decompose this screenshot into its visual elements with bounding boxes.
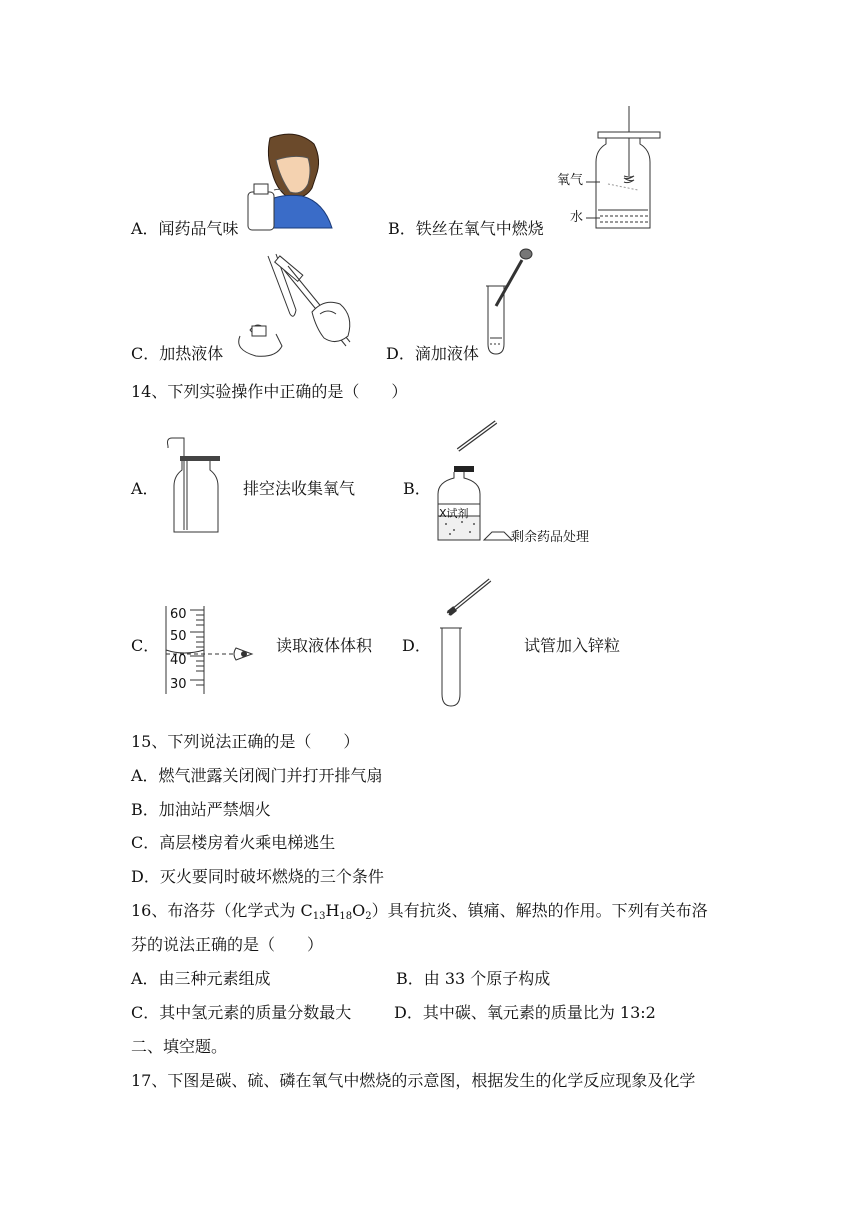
q14-option-b-letter: B． bbox=[403, 479, 431, 498]
q16-sub-h: 18 bbox=[339, 911, 353, 922]
q15-option-a: A．燃气泄露关闭阀门并打开排气扇 bbox=[131, 766, 383, 785]
q16-stem-line1 bbox=[131, 901, 708, 921]
q16-option-d: D．其中碳、氧元素的质量比为 13:2 bbox=[394, 1003, 656, 1022]
dropping-liquid-figure bbox=[482, 248, 542, 358]
q15-option-d: D．灭火要同时破坏燃烧的三个条件 bbox=[131, 867, 384, 886]
q15-option-b: B．加油站严禁烟火 bbox=[131, 800, 271, 819]
leftover-reagent-figure bbox=[432, 420, 522, 546]
q16-stem-line2: 芬的说法正确的是（ ） bbox=[131, 935, 324, 954]
q16-option-b: B．由 33 个原子构成 bbox=[396, 969, 551, 988]
smelling-chemical-figure bbox=[246, 132, 336, 232]
water-label: 水 bbox=[570, 210, 584, 225]
q15-option-c: C．高层楼房着火乘电梯逃生 bbox=[131, 833, 336, 852]
leftover-label: 剩余药品处理 bbox=[511, 530, 590, 545]
q15-stem: 15、下列说法正确的是（ ） bbox=[131, 732, 360, 751]
q14-stem: 14、下列实验操作中正确的是（ ） bbox=[131, 382, 408, 401]
q14-option-d-text: 试管加入锌粒 bbox=[524, 636, 621, 655]
q14-option-a-text: 排空法收集氧气 bbox=[243, 479, 356, 498]
q13-option-a: A．闻药品气味 bbox=[131, 219, 239, 238]
gas-collection-bottle-figure bbox=[160, 436, 230, 536]
q16-option-c: C．其中氢元素的质量分数最大 bbox=[131, 1003, 352, 1022]
q16-sub-o: 2 bbox=[365, 911, 372, 922]
tick-40: 40 bbox=[170, 653, 187, 668]
q14-option-c-letter: C． bbox=[131, 636, 160, 655]
q14-option-c-text: 读取液体体积 bbox=[276, 636, 373, 655]
q13-option-d: D．滴加液体 bbox=[386, 344, 479, 363]
q16-h: H bbox=[325, 901, 340, 920]
section-2-title: 二、填空题。 bbox=[131, 1037, 228, 1056]
q16-stem-suffix: ）具有抗炎、镇痛、解热的作用。下列有关布洛 bbox=[371, 901, 708, 920]
q16-option-a: A．由三种元素组成 bbox=[131, 969, 271, 988]
q16-o: O bbox=[352, 901, 366, 920]
q13-option-b: B．铁丝在氧气中燃烧 bbox=[388, 219, 544, 238]
heating-liquid-figure bbox=[228, 254, 358, 364]
tick-50: 50 bbox=[170, 629, 187, 644]
q14-option-a-letter: A． bbox=[131, 479, 159, 498]
tick-30: 30 bbox=[170, 677, 187, 692]
test-tube-zinc-figure bbox=[434, 576, 504, 710]
q16-stem-prefix: 16、布洛芬（化学式为 C bbox=[131, 901, 313, 920]
oxygen-label: 氧气 bbox=[557, 173, 584, 188]
q14-option-d-letter: D． bbox=[402, 636, 431, 655]
q16-sub-c: 13 bbox=[312, 911, 326, 922]
tick-60: 60 bbox=[170, 607, 187, 622]
q13-option-c: C．加热液体 bbox=[131, 344, 224, 363]
x-reagent-label: X试剂 bbox=[439, 507, 469, 520]
q17-stem: 17、下图是碳、硫、磷在氧气中燃烧的示意图，根据发生的化学反应现象及化学 bbox=[131, 1071, 696, 1090]
